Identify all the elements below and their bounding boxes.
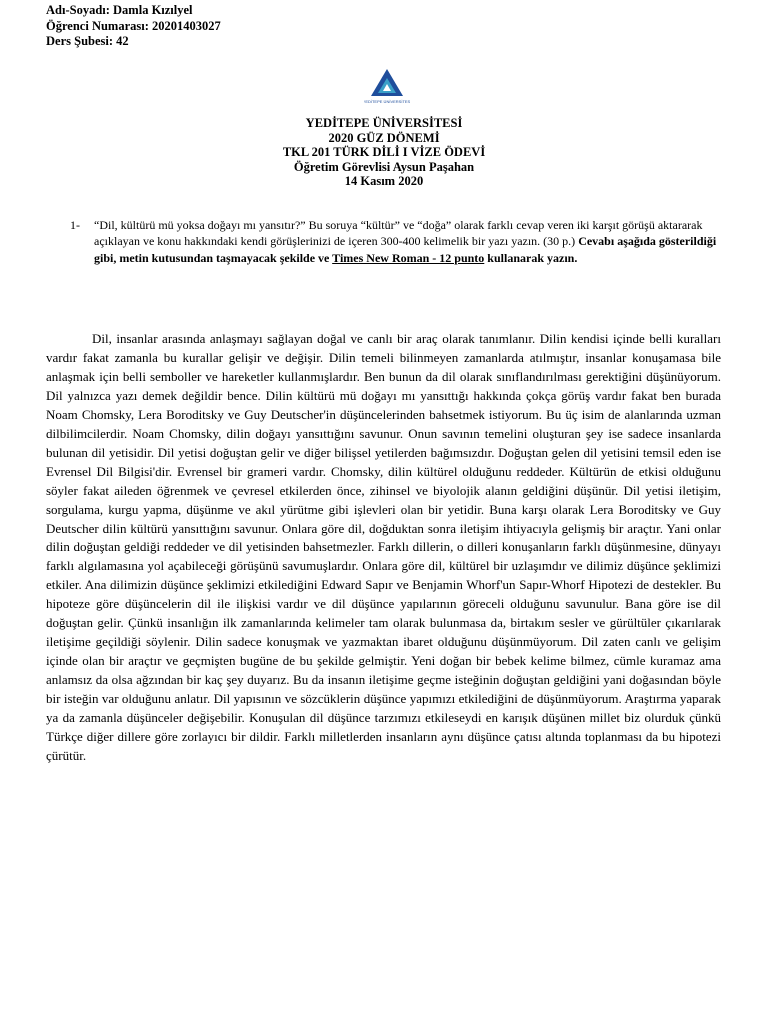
student-info: [46, 3, 221, 50]
student-name: Adı-Soyadı: Damla Kızılyel: [46, 3, 193, 17]
essay-answer: Dil, insanlar arasında anlaşmayı sağlayan doğal ve canlı bir araç olarak tanımlanır. Dilin kendisi içinde belli kuralları vardır fakat zamanla bu kurallar gelişir ve değişir. Dilin temeli bilinmeyen zamanlarda atılmıştır, insanlar konuşamasa bile anlaşmak için belli semboller ve hareketler kullanmışlardır. Ben bunun da dil olarak sınıflandırılması gerektiğini düşünüyorum. Dil yalnızca yazı demek değildir bence. Dilin kültürü mü doğayı mı yansıttığı hakkında çokça görüş vardır fakat ben burada Noam Chomsky, Lera Boroditsky ve Guy Deutscher'in düşüncelerinden bahsetmek istiyorum. Bu üç isim de alanlarında uzman dilbilimcilerdir. Noam Chomsky, dilin doğayı yansıttığını savunur. Onun savının temelini oluşturan şey ise sadece insanlarda bulunan dil yetisidir. Dil yetisi doğuştan gelir ve diğer bilişsel yetilerden bağımsızdır. Doğuştan gelen dil yetisini temsil eden ise Evrensel Dil Bilgisi'dir. Evrensel bir grameri vardır. Chomsky, dilin kültürel olduğunu reddeder. Kültürün de etkisi olduğunu söyler fakat aileden öğrenmek ve çevresel etkilerden önce, zihinsel ve biyolojik alanın geldiğini düşünür. Dil yetisi iletişim, sorgulama, kurgu yapma, düşünme ve akıl yürütme gibi işlevleri olan bir yetidir. Buna karşı olarak Lera Boroditsky ve Guy Deutscher dilin kültürü yansıttığını savunur. Onlara göre dil, doğduktan sonra iletişim ihtiyacıyla gelişmiş bir araçtır. Yani onlar dilin doğuştan geldiği reddeder ve dil yetisinden bahsetmezler. Farklı dillerin, o dilleri konuşanların farklı düşünmesine, dünyayı farklı algılamasına yol açabileceği görüşünü savumuşlardır. Onlara göre dil, kültürel bir uzlaşımdır ve dilimiz düşünce şeklimizi etkiler. Ana dilimizin düşünce şeklimizi etkilediğini Edward Sapır ve Benjamin Whorf'un Sapır-Whorf Hipotezi de destekler. Bu hipoteze göre düşüncelerin dil ile ilişkisi vardır ve dil düşünce yapılarının göreceli olduğunu savunulur. Bana göre ise dil doğuştan gelir. Çünkü insanlığın ilk zamanlarında kelimeler tam olarak bulunmasa da, birtakım sesler ve gürültüler çıkarılarak iletişime geçildiği söylenir. Dilin sadece konuşmak ve yazmaktan ibaret olduğunu düşünmüyorum. Dil zaten canlı ve gelişim içinde olan bir araçtır ve geçmişten bugüne de bu şekilde gelmiştir. Yeni doğan bir bebek kelime bilmez, cümle kuramaz ama anlamsız da olsa ağzından bir kaç şey duyarız. Bu da insanın iletişime geçme isteğinin doğuştan geldiğini yani doğasından böyle bir isteğin var olduğunu anlatır. Dil yapısının ve sözcüklerin düşünce yapımızı etkilediğini de düşünmüyorum. Araştırma yaparak ya da zamanla düşünceler değişebilir. Konuşulan dil düşünce tarzımızı etkileseydi en karışık düşünen millet biz olurduk çünkü Türkçe diğer dillere göre zorlayıcı bir dildir. Farklı milletlerden insanların aynı düşünce çatısı altında toplanması da bu hipotezi çürütür.: [46, 331, 721, 763]
instructor-line: Öğretim Görevlisi Aysun Paşahan: [293, 159, 475, 174]
student-number: Öğrenci Numarası: 20201403027: [46, 18, 221, 33]
term-title: 2020 GÜZ DÖNEMİ: [328, 130, 440, 145]
yeditepe-logo-icon: [364, 66, 410, 106]
university-title: YEDİTEPE ÜNİVERSİTESİ: [305, 116, 463, 130]
question-font-requirement: Times New Roman - 12 punto: [332, 250, 485, 265]
course-title: TKL 201 TÜRK DİLİ I VİZE ÖDEVİ: [282, 145, 486, 160]
logo-caption: YEDİTEPE ÜNİVERSİTESİ: [364, 99, 410, 104]
date-line: 14 Kasım 2020: [344, 174, 424, 189]
question-instruction-end: kullanarak yazın.: [484, 250, 578, 265]
question-text: [94, 217, 730, 266]
question-instruction: Cevabı aşağıda gösterildiği gibi, metin kutusundan taşmayacak şekilde ve: [94, 234, 717, 265]
question-number: 1-: [70, 218, 80, 232]
course-section: Ders Şubesi: 42: [46, 34, 129, 48]
document-header: [0, 116, 768, 189]
yeditepe-logo: [364, 66, 410, 106]
question-prompt: “Dil, kültürü mü yoksa doğayı mı yansıtır?” Bu soruya “kültür” ve “doğa” olarak farklı cevap veren iki karşıt görüşü aktararak açıklayan ve konu hakkındaki kendi görüşlerinizi de içeren 300-400 kelimelik bir yazı yazın. (30 p.): [94, 218, 703, 249]
